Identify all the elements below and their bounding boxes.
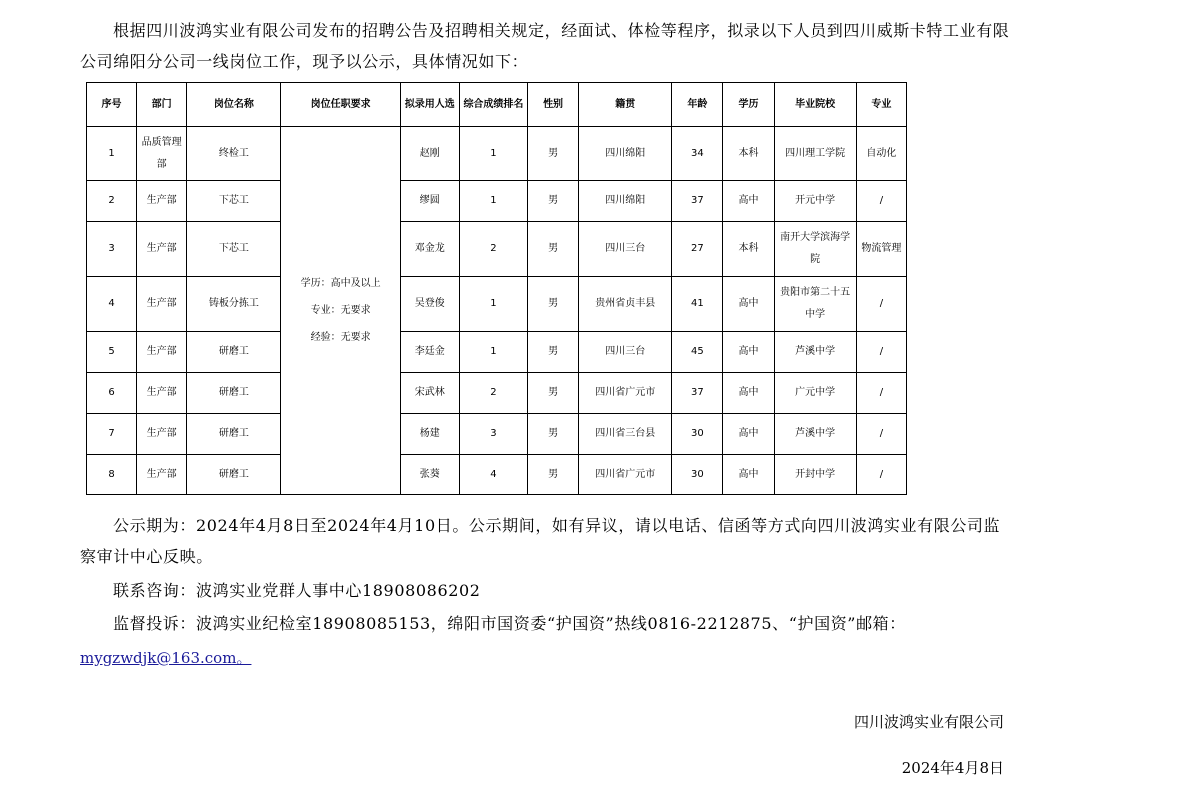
cell-rank: 3 — [459, 414, 527, 455]
cell-position: 研磨工 — [187, 373, 281, 414]
cell-rank: 4 — [459, 455, 527, 495]
cell-major: / — [856, 414, 906, 455]
header-cell: 籍贯 — [579, 83, 672, 127]
cell-name: 赵刚 — [400, 127, 459, 181]
cell-name: 缪圆 — [400, 181, 459, 222]
cell-age: 30 — [672, 455, 723, 495]
hiring-table — [86, 82, 907, 495]
cell-gender: 男 — [528, 332, 579, 373]
table-row — [87, 277, 907, 332]
cell-edu: 高中 — [723, 455, 774, 495]
notice-paragraph: 公示期为：2024年4月8日至2024年4月10日。公示期间，如有异议，请以电话、信函等方式向四川波鸿实业有限公司监察审计中心反映。 — [80, 516, 1001, 566]
cell-age: 27 — [672, 222, 723, 277]
cell-major: / — [856, 332, 906, 373]
cell-position: 研磨工 — [187, 455, 281, 495]
cell-dept: 生产部 — [137, 455, 187, 495]
cell-age: 30 — [672, 414, 723, 455]
cell-age: 37 — [672, 373, 723, 414]
cell-position: 终检工 — [187, 127, 281, 181]
cell-origin: 四川绵阳 — [579, 127, 672, 181]
cell-edu: 本科 — [723, 222, 774, 277]
header-cell: 岗位名称 — [187, 83, 281, 127]
cell-school: 芦溪中学 — [774, 414, 856, 455]
cell-origin: 四川省广元市 — [579, 455, 672, 495]
cell-school: 芦溪中学 — [774, 332, 856, 373]
cell-major: 物流管理 — [856, 222, 906, 277]
header-cell: 综合成绩排名 — [459, 83, 527, 127]
table-row — [87, 455, 907, 495]
cell-rank: 1 — [459, 277, 527, 332]
signature-company: 四川波鸿实业有限公司 — [853, 713, 1004, 731]
cell-rank: 1 — [459, 332, 527, 373]
cell-dept: 生产部 — [137, 332, 187, 373]
cell-position: 下芯工 — [187, 181, 281, 222]
complaint-line: 监督投诉：波鸿实业纪检室18908085153，绵阳市国资委“护国资”热线0816-2212875、“护国资”邮箱： — [113, 614, 906, 633]
cell-name: 杨建 — [400, 414, 459, 455]
requirement-line: 经验：无要求 — [310, 332, 371, 343]
cell-major: / — [856, 455, 906, 495]
cell-name: 吴登俊 — [400, 277, 459, 332]
table-row — [87, 181, 907, 222]
cell-name: 李廷金 — [400, 332, 459, 373]
cell-school: 贵阳市第二十五中学 — [774, 277, 856, 332]
requirement-line: 学历：高中及以上 — [300, 278, 381, 289]
header-cell: 性别 — [528, 83, 579, 127]
cell-origin: 四川三台 — [579, 332, 672, 373]
cell-origin: 四川省广元市 — [579, 373, 672, 414]
cell-school: 广元中学 — [774, 373, 856, 414]
table-row — [87, 414, 907, 455]
cell-age: 45 — [672, 332, 723, 373]
cell-no: 4 — [87, 277, 137, 332]
cell-origin: 四川省三台县 — [579, 414, 672, 455]
cell-edu: 高中 — [723, 181, 774, 222]
cell-name: 邓金龙 — [400, 222, 459, 277]
cell-dept: 品质管理部 — [137, 127, 187, 181]
cell-origin: 四川三台 — [579, 222, 672, 277]
cell-major: 自动化 — [856, 127, 906, 181]
cell-edu: 高中 — [723, 373, 774, 414]
cell-rank: 1 — [459, 127, 527, 181]
cell-dept: 生产部 — [137, 181, 187, 222]
cell-position: 下芯工 — [187, 222, 281, 277]
cell-edu: 高中 — [723, 277, 774, 332]
intro-paragraph: 根据四川波鸿实业有限公司发布的招聘公告及招聘相关规定，经面试、体检等程序，拟录以下人员到四川威斯卡特工业有限公司绵阳分公司一线岗位工作，现予以公示，具体情况如下： — [80, 21, 1010, 71]
cell-origin: 贵州省贞丰县 — [579, 277, 672, 332]
cell-edu: 高中 — [723, 414, 774, 455]
cell-no: 5 — [87, 332, 137, 373]
cell-dept: 生产部 — [137, 414, 187, 455]
header-cell: 序号 — [87, 83, 137, 127]
cell-rank: 1 — [459, 181, 527, 222]
signature-date: 2024年4月8日 — [901, 759, 1004, 777]
requirement-line: 专业：无要求 — [310, 305, 371, 316]
header-cell: 拟录用人选 — [400, 83, 459, 127]
cell-dept: 生产部 — [137, 277, 187, 332]
cell-school: 南开大学滨海学院 — [774, 222, 856, 277]
table-row — [87, 222, 907, 277]
cell-no: 8 — [87, 455, 137, 495]
requirements-cell — [281, 127, 400, 495]
table-row — [87, 127, 907, 181]
cell-school: 开封中学 — [774, 455, 856, 495]
cell-gender: 男 — [528, 414, 579, 455]
header-cell: 部门 — [137, 83, 187, 127]
cell-rank: 2 — [459, 222, 527, 277]
cell-no: 7 — [87, 414, 137, 455]
cell-name: 张葵 — [400, 455, 459, 495]
cell-no: 2 — [87, 181, 137, 222]
cell-gender: 男 — [528, 373, 579, 414]
cell-gender: 男 — [528, 127, 579, 181]
cell-no: 1 — [87, 127, 137, 181]
cell-position: 研磨工 — [187, 332, 281, 373]
table-row — [87, 332, 907, 373]
table-row — [87, 373, 907, 414]
cell-no: 3 — [87, 222, 137, 277]
cell-name: 宋武林 — [400, 373, 459, 414]
cell-age: 37 — [672, 181, 723, 222]
cell-edu: 高中 — [723, 332, 774, 373]
contact-line: 联系咨询：波鸿实业党群人事中心18908086202 — [113, 581, 481, 600]
cell-school: 开元中学 — [774, 181, 856, 222]
cell-major: / — [856, 277, 906, 332]
cell-no: 6 — [87, 373, 137, 414]
cell-age: 41 — [672, 277, 723, 332]
header-cell: 专业 — [856, 83, 906, 127]
cell-gender: 男 — [528, 222, 579, 277]
cell-rank: 2 — [459, 373, 527, 414]
cell-major: / — [856, 373, 906, 414]
cell-position: 铸板分拣工 — [187, 277, 281, 332]
cell-age: 34 — [672, 127, 723, 181]
email-link[interactable]: mygzwdjk@163.com。 — [80, 649, 252, 667]
header-cell: 岗位任职要求 — [281, 83, 400, 127]
cell-dept: 生产部 — [137, 373, 187, 414]
table-header-row — [87, 83, 907, 127]
cell-edu: 本科 — [723, 127, 774, 181]
cell-origin: 四川绵阳 — [579, 181, 672, 222]
header-cell: 毕业院校 — [774, 83, 856, 127]
cell-school: 四川理工学院 — [774, 127, 856, 181]
cell-major: / — [856, 181, 906, 222]
header-cell: 年龄 — [672, 83, 723, 127]
header-cell: 学历 — [723, 83, 774, 127]
cell-position: 研磨工 — [187, 414, 281, 455]
cell-gender: 男 — [528, 455, 579, 495]
cell-gender: 男 — [528, 181, 579, 222]
cell-dept: 生产部 — [137, 222, 187, 277]
cell-gender: 男 — [528, 277, 579, 332]
